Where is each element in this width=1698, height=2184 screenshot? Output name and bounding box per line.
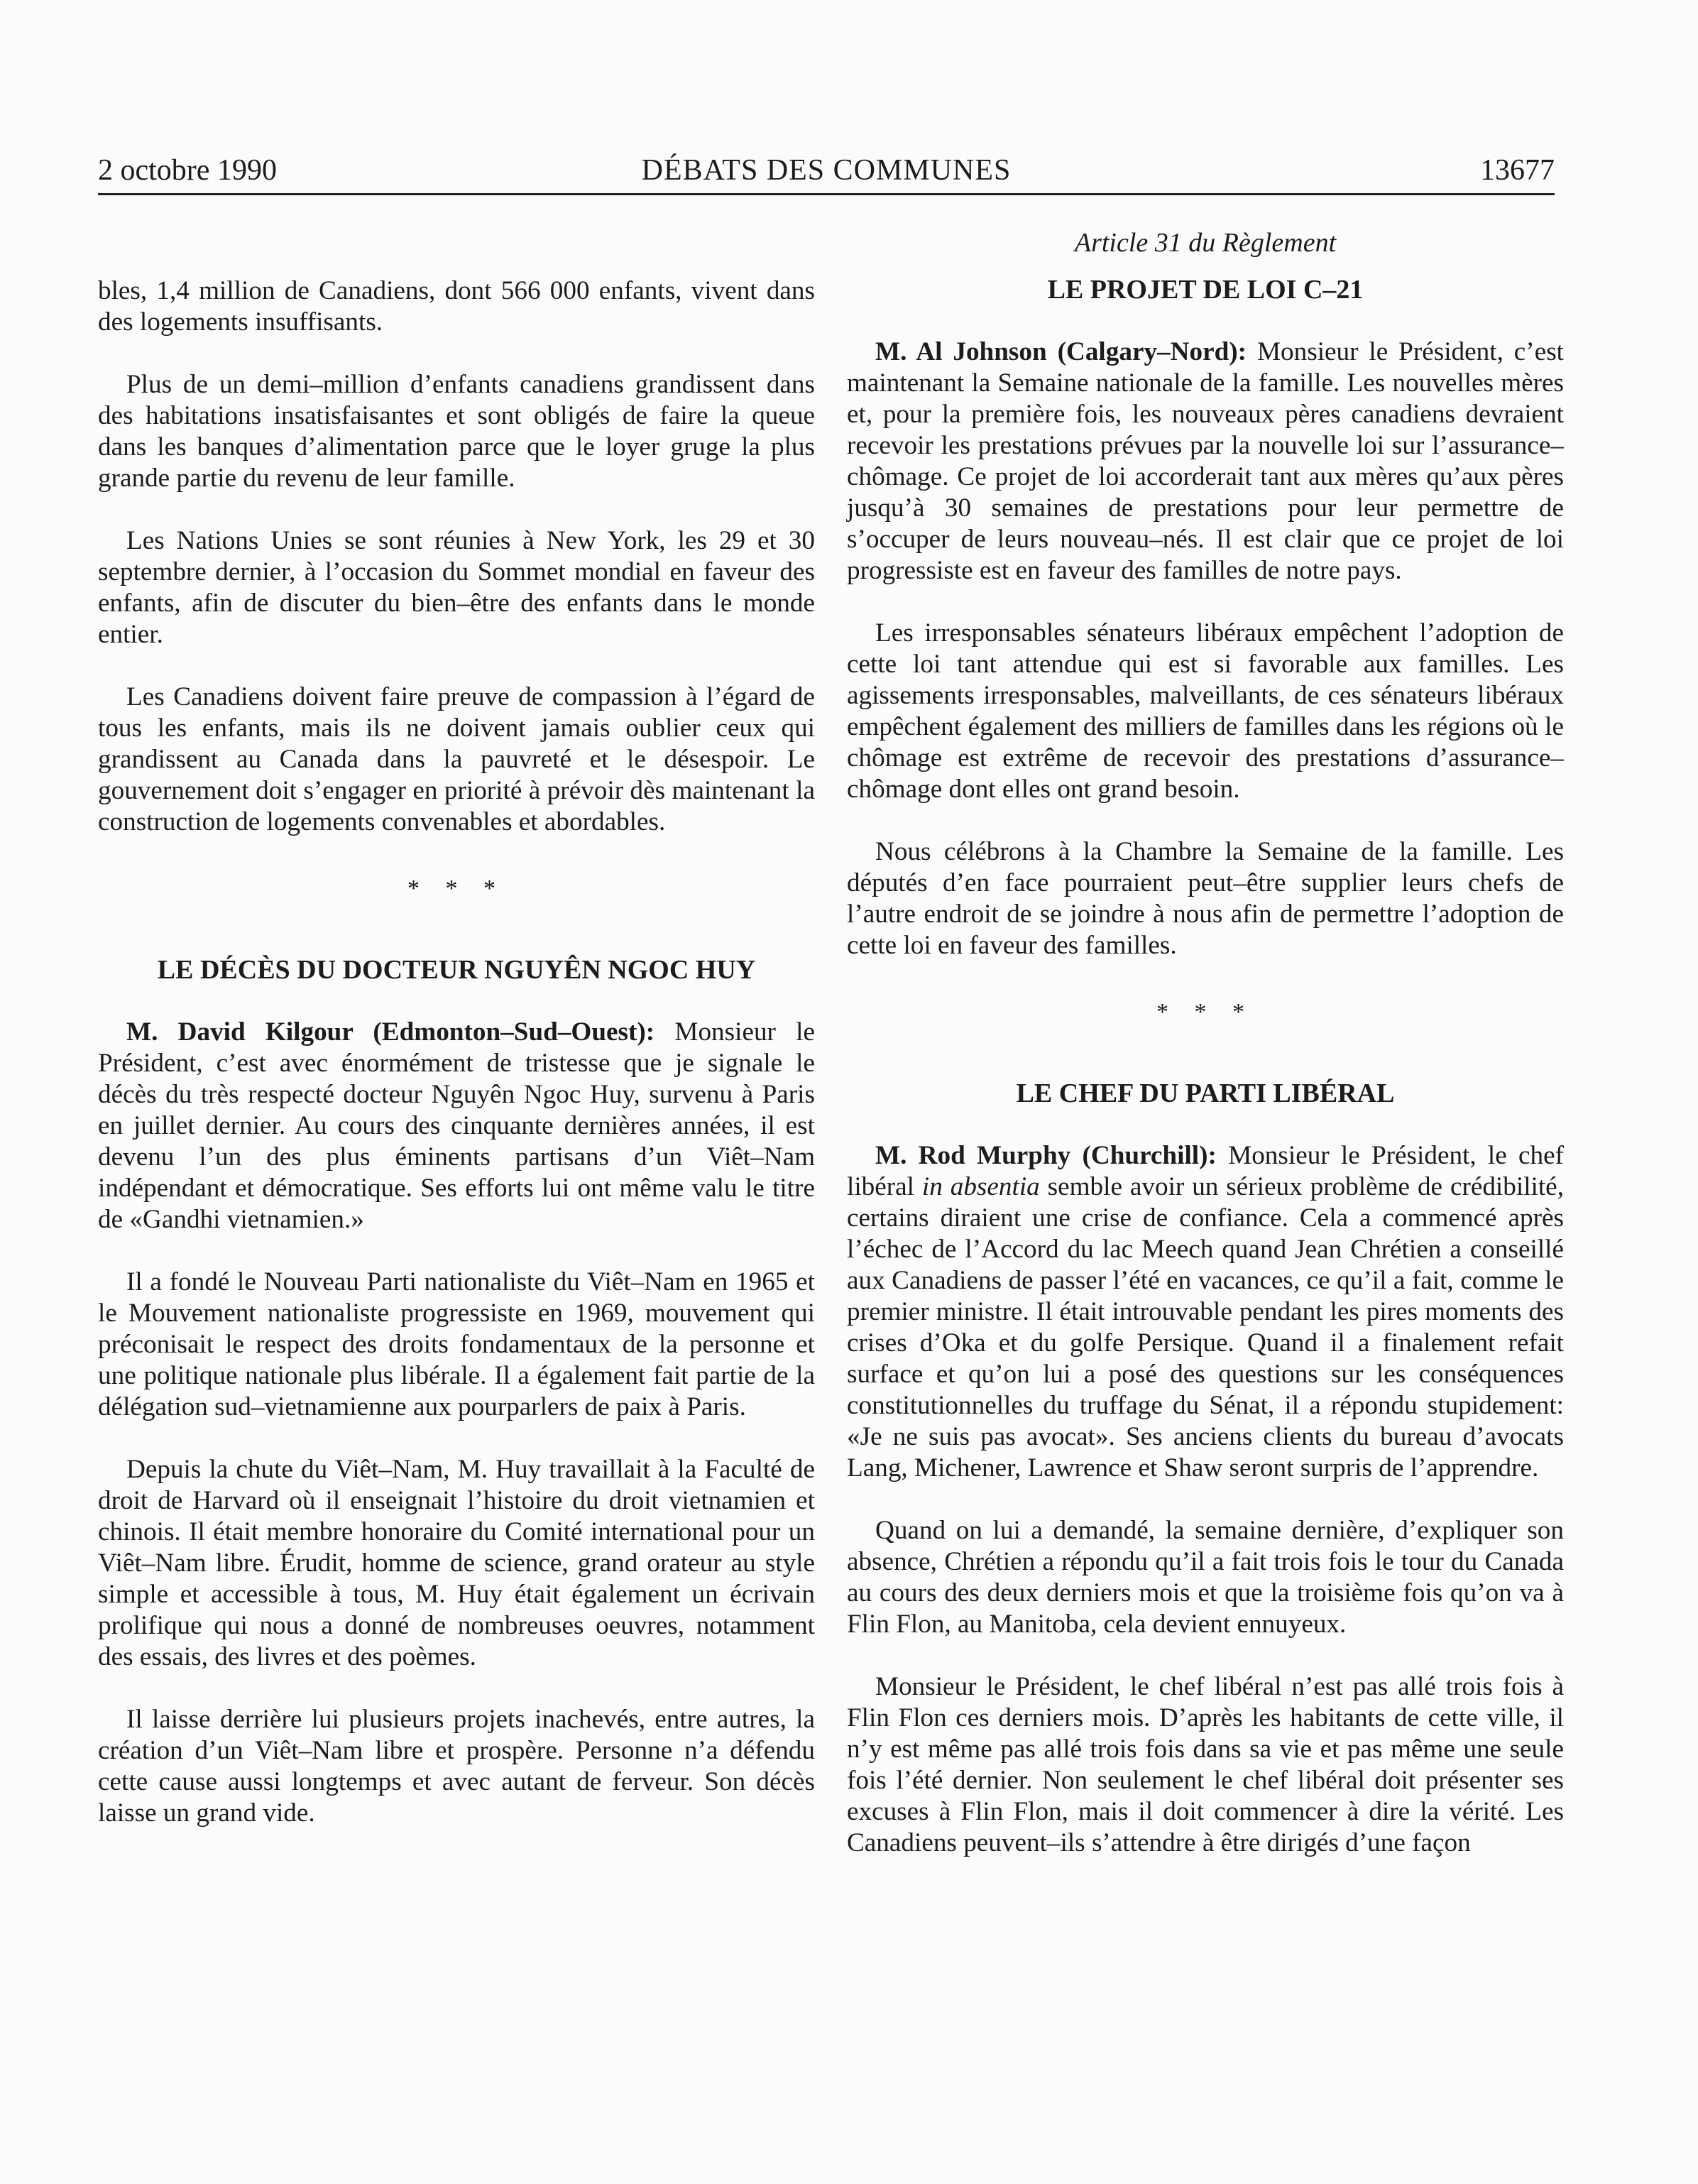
paragraph: Plus de un demi–million d’enfants canadiens grandissent dans des habitations insatisfaisantes et sont obligés de faire la queue dans les banques d’alimentation parce que le loyer gruge la plus grande partie du revenu de leur famille. — [98, 370, 815, 493]
header-date: 2 octobre 1990 — [98, 154, 277, 187]
right-column — [847, 227, 1564, 1890]
paragraph: Les irresponsables sénateurs libéraux empêchent l’adoption de cette loi tant attendue qui est si favorable aux familles. Les agissements irresponsables, malveillants, de ces sénateurs libéraux empêchent également des milliers de familles dans les régions où le chômage est extrême de recevoir des prestations d’assurance–chômage dont elles ont grand besoin. — [847, 618, 1564, 804]
paragraph: Monsieur le Président, le chef libéral n’est pas allé trois fois à Flin Flon ces derniers mois. D’après les habitants de cette ville, il n’y est même pas allé trois fois dans sa vie et pas même une seule fois l’été dernier. Non seulement le chef libéral doit présenter ses excuses à Flin Flon, mais il doit commencer à dire la vérité. Les Canadiens peuvent–ils s’attendre à être dirigés d’une façon — [847, 1672, 1564, 1857]
paragraph: Les Canadiens doivent faire preuve de compassion à l’égard de tous les enfants, mais ils ne doivent jamais oublier ceux qui grandissent au Canada dans la pauvreté et le désespoir. Le gouvernement doit s’engager en priorité à prévoir dès maintenant la construction de logements convenables et abordables. — [98, 682, 815, 836]
paragraph — [847, 1140, 1564, 1484]
paragraph — [98, 1017, 815, 1235]
section-heading: LE DÉCÈS DU DOCTEUR NGUYÊN NGOC HUY — [157, 955, 756, 985]
header-divider — [98, 193, 1555, 195]
italic-phrase: in absentia — [921, 1172, 1040, 1201]
paragraph-text: Monsieur le Président, le chef libéral — [847, 1141, 1564, 1201]
speaker-name: M. Rod Murphy (Churchill): — [875, 1141, 1217, 1170]
paragraph: Les Nations Unies se sont réunies à New York, les 29 et 30 septembre dernier, à l’occasion du Sommet mondial en faveur des enfants, afin de discuter du bien–être des enfants dans le monde entier. — [98, 526, 815, 649]
paragraph: Quand on lui a demandé, la semaine dernière, d’expliquer son absence, Chrétien a répondu qu’il a fait trois fois le tour du Canada au cours des deux derniers mois et que la troisième fois qu’on va à Flin Flon, au Manitoba, cela devient ennuyeux. — [847, 1516, 1564, 1639]
speaker-name: M. Al Johnson (Calgary–Nord): — [875, 337, 1247, 366]
paragraph: bles, 1,4 million de Canadiens, dont 566 000 enfants, vivent dans des logements insuffisants. — [98, 276, 815, 337]
paragraph: Depuis la chute du Viêt–Nam, M. Huy travaillait à la Faculté de droit de Harvard où il enseignait l’histoire du droit vietnamien et chinois. Il était membre honoraire du Comité international pour un Viêt–Nam libre. Érudit, homme de science, grand orateur au style simple et accessible à tous, M. Huy était également un écrivain prolifique qui nous a donné de nombreuses oeuvres, notamment des essais, des livres et des poèmes. — [98, 1455, 815, 1671]
section-heading: LE PROJET DE LOI C–21 — [1047, 275, 1364, 305]
speaker-name: M. David Kilgour (Edmonton–Sud–Ouest): — [126, 1017, 655, 1047]
paragraph-text: Monsieur le Président, c’est avec énormément de tristesse que je signale le décès du très respecté docteur Nguyên Ngoc Huy, survenu à Paris en juillet dernier. Au cours des cinquante dernières années, il est devenu l’un des plus éminents partisans d’un Viêt–Nam indépendant et démocratique. Ses efforts lui ont même valu le titre de «Gandhi vietnamien.» — [98, 1017, 815, 1234]
header-title: DÉBATS DES COMMUNES — [641, 154, 1012, 187]
paragraph — [847, 337, 1564, 586]
paragraph-text: semble avoir un sérieux problème de crédibilité, certains diraient une crise de confiance. Cela a commencé après l’échec de l’Accord du lac Meech quand Jean Chrétien a conseillé aux Canadiens de passer l’été en vacances, ce qu’il a fait, comme le premier ministre. Il était introuvable pendant les pires moments des crises d’Oka et du golfe Persique. Quand il a finalement refait surface et qu’on lui a posé des questions sur les conséquences constitutionnelles du truffage du Sénat, il a répondu stupidement: «Je ne suis pas avocat». Ses anciens clients du bureau d’avocats Lang, Michener, Lawrence et Shaw seront surpris de l’apprendre. — [847, 1172, 1564, 1483]
left-column — [98, 275, 815, 1860]
section-separator: * * * — [407, 875, 505, 902]
paragraph: Il a fondé le Nouveau Parti nationaliste du Viêt–Nam en 1965 et le Mouvement nationaliste progressiste en 1969, mouvement qui préconisait le respect des droits fondamentaux de la personne et une politique nationale plus libérale. Il a également fait partie de la délégation sud–vietnamienne aux pourparlers de paix à Paris. — [98, 1267, 815, 1421]
section-separator: * * * — [1156, 999, 1254, 1025]
section-heading: LE CHEF DU PARTI LIBÉRAL — [1016, 1079, 1395, 1108]
paragraph-text: Monsieur le Président, c’est maintenant la Semaine nationale de la famille. Les nouvelles mères et, pour la première fois, les nouveaux pères canadiens devraient recevoir les prestations prévues par la nouvelle loi sur l’assurance–chômage. Ce projet de loi accorderait tant aux mères qu’aux pères jusqu’à 30 semaines de prestations pour leur permettre de s’occuper de leurs nouveau–nés. Il est clair que ce projet de loi progressiste est en faveur des familles de notre pays. — [847, 337, 1564, 585]
section-rubric: Article 31 du Règlement — [1074, 228, 1337, 258]
header-page-number: 13677 — [1480, 154, 1555, 187]
paragraph: Il laisse derrière lui plusieurs projets inachevés, entre autres, la création d’un Viêt–Nam libre et prospère. Personne n’a défendu cette cause aussi longtemps et avec autant de ferveur. Son décès laisse un grand vide. — [98, 1705, 815, 1828]
paragraph: Nous célébrons à la Chambre la Semaine de la famille. Les députés d’en face pourraient peut–être supplier leurs chefs de l’autre endroit de se joindre à nous afin de permettre l’adoption de cette loi en faveur des familles. — [847, 837, 1564, 960]
page-header — [98, 149, 1555, 192]
